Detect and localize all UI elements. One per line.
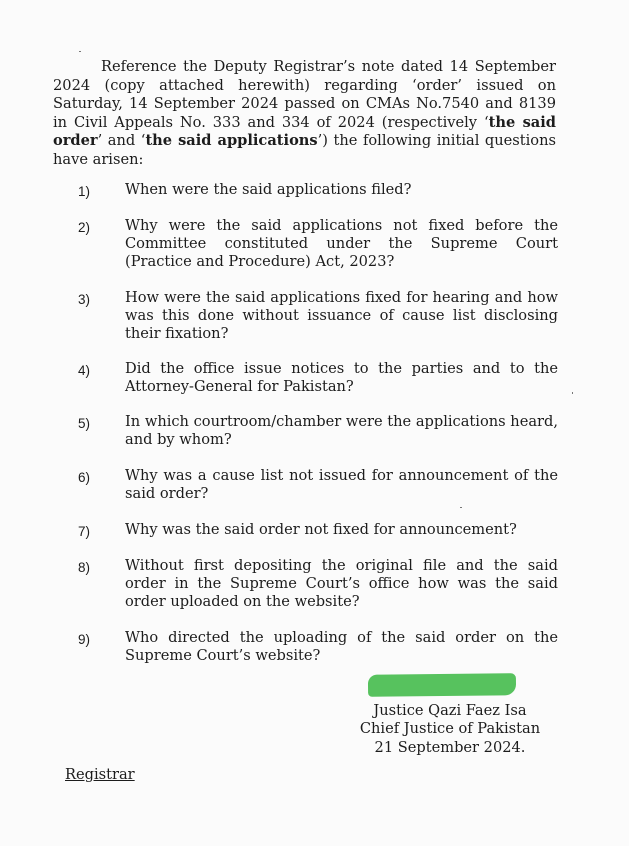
question-text: Without first depositing the original file and the said order in the Supreme Court’s office how was the said order uploaded on the website? bbox=[125, 557, 558, 611]
question-number: 2) bbox=[78, 220, 91, 235]
intro-text-part-3: ’) the following initial questions have arisen: bbox=[53, 132, 556, 168]
signature-date: 21 September 2024. bbox=[374, 738, 526, 756]
question-text: Did the office issue notices to the parties and to the Attorney-General for Pakistan? bbox=[125, 360, 558, 396]
question-text: Who directed the uploading of the said order on the Supreme Court’s website? bbox=[125, 629, 558, 665]
question-text: When were the said applications filed? bbox=[125, 181, 412, 198]
question-number: 7) bbox=[78, 524, 91, 539]
intro-bold-said-order: the said order bbox=[53, 113, 556, 150]
question-number: 9) bbox=[78, 632, 91, 647]
scan-speck bbox=[572, 392, 573, 394]
question-number: 1) bbox=[78, 184, 91, 199]
intro-paragraph bbox=[53, 58, 556, 170]
question-number: 6) bbox=[78, 470, 91, 485]
intro-text-part-2: ’ and ‘ bbox=[97, 132, 146, 150]
redacted-signature bbox=[368, 673, 516, 697]
question-text: In which courtroom/chamber were the applications heard, and by whom? bbox=[125, 413, 558, 449]
question-text: How were the said applications fixed for hearing and how was this done without issuance of cause list disclosing their fixation? bbox=[125, 289, 558, 343]
scan-speck bbox=[460, 507, 462, 508]
signatory-title: Chief Justice of Pakistan bbox=[359, 720, 541, 738]
question-number: 3) bbox=[78, 292, 91, 307]
addressee-registrar: Registrar bbox=[65, 766, 135, 783]
question-number: 8) bbox=[78, 560, 91, 575]
question-text: Why was a cause list not issued for announcement of the said order? bbox=[125, 467, 558, 503]
intro-bold-said-applications: the said applications bbox=[145, 132, 318, 150]
question-number: 4) bbox=[78, 363, 91, 378]
scan-speck bbox=[79, 51, 81, 52]
question-number: 5) bbox=[78, 416, 91, 431]
question-text: Why were the said applications not fixed before the Committee constituted under the Supreme Court (Practice and Procedure) Act, 2023? bbox=[125, 217, 558, 271]
signatory-name: Justice Qazi Faez Isa bbox=[373, 702, 527, 719]
question-text: Why was the said order not fixed for announcement? bbox=[125, 521, 517, 538]
signature-block bbox=[350, 702, 550, 757]
intro-text-part-1: Reference the Deputy Registrar’s note dated 14 September 2024 (copy attached herewith) regarding ‘order’ issued on Saturday, 14 September 2024 passed on CMAs No.7540 and 8139 in Civil Appeals No. 333 and 334 of 2024 (respectively ‘ bbox=[53, 58, 556, 131]
